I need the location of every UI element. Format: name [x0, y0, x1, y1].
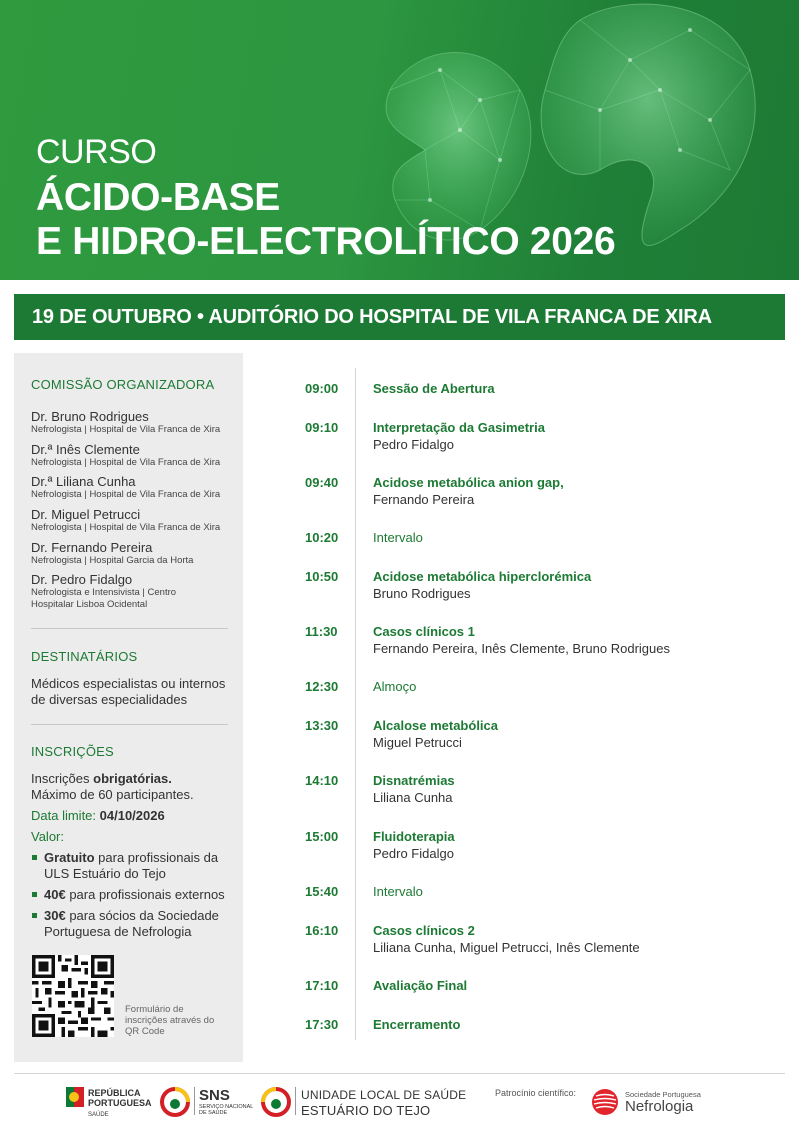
patrocinio-label: Patrocínio científico: [495, 1088, 577, 1098]
sidebar-panel [14, 353, 243, 1062]
slot-time: 09:10 [305, 420, 339, 435]
sns-sub: SERVIÇO NACIONAL DE SAÚDE [199, 1104, 254, 1116]
slot-time: 17:10 [305, 978, 339, 993]
slot-title: Acidose metabólica hiperclorémica [373, 569, 592, 584]
member-item: Dr. Miguel Petrucci Nefrologista | Hospital de Vila Franca de Xira [31, 507, 221, 533]
slot-speaker: Miguel Petrucci [373, 735, 462, 750]
slot-time: 16:10 [305, 923, 339, 938]
slot-speaker: Pedro Fidalgo [373, 437, 454, 452]
slot-time: 17:30 [305, 1017, 339, 1032]
republica-emblem-icon [64, 1085, 86, 1111]
footer-divider [14, 1073, 785, 1074]
slot-speaker: Pedro Fidalgo [373, 846, 454, 861]
uls-emblem-icon [261, 1087, 291, 1117]
uls-line1: UNIDADE LOCAL DE SAÚDE [301, 1088, 467, 1102]
republica-text: REPÚBLICA PORTUGUESA [88, 1088, 152, 1108]
slot-title: Disnatrémias [373, 773, 455, 788]
spn-line1: Sociedade Portuguesa [625, 1090, 701, 1099]
slot-time: 10:50 [305, 569, 339, 584]
slot-time: 14:10 [305, 773, 339, 788]
uls-line2: ESTUÁRIO DO TEJO [301, 1103, 431, 1118]
date-location-banner: 19 DE OUTUBRO • AUDITÓRIO DO HOSPITAL DE VILA FRANCA DE XIRA [14, 294, 785, 340]
inscricoes-title: INSCRIÇÕES [31, 744, 114, 759]
slot-title: Encerramento [373, 1017, 461, 1032]
spn-line2: Nefrologia [625, 1098, 694, 1115]
sns-emblem-icon [160, 1087, 190, 1117]
price-item: 40€ para profissionais externos [31, 887, 231, 903]
republica-sub: SAÚDE [88, 1112, 109, 1118]
member-item: Dr.ª Liliana Cunha Nefrologista | Hospital de Vila Franca de Xira [31, 474, 221, 500]
member-item: Dr.ª Inês Clemente Nefrologista | Hospital de Vila Franca de Xira [31, 442, 221, 468]
slot-speaker: Liliana Cunha, Miguel Petrucci, Inês Clemente [373, 940, 640, 955]
section-divider [31, 724, 228, 725]
slot-speaker: Fernando Pereira [373, 492, 475, 507]
slot-title: Alcalose metabólica [373, 718, 498, 733]
comissao-title: COMISSÃO ORGANIZADORA [31, 377, 215, 392]
slot-title: Fluidoterapia [373, 829, 455, 844]
valor-label: Valor: [31, 829, 64, 844]
member-item: Dr. Pedro Fidalgo Nefrologista e Intensivista | Centro Hospitalar Lisboa Ocidental [31, 572, 177, 610]
destinatarios-text: Médicos especialistas ou internos de diversas especialidades [31, 676, 226, 707]
slot-title: Intervalo [373, 884, 423, 899]
slot-speaker: Bruno Rodrigues [373, 586, 471, 601]
qr-caption: Formulário de inscrições através do QR Code [125, 1004, 215, 1037]
slot-time: 15:40 [305, 884, 339, 899]
member-item: Dr. Fernando Pereira Nefrologista | Hospital Garcia da Horta [31, 540, 194, 566]
slot-title: Acidose metabólica anion gap, [373, 475, 564, 490]
inscricoes-text: Inscrições obrigatórias. Máximo de 60 participantes. [31, 771, 194, 802]
sns-title: SNS [199, 1087, 230, 1104]
slot-time: 11:30 [305, 624, 338, 639]
course-kicker: CURSO [36, 133, 157, 171]
slot-time: 10:20 [305, 530, 339, 545]
slot-speaker: Fernando Pereira, Inês Clemente, Bruno Rodrigues [373, 641, 670, 656]
price-item: Gratuito para profissionais da ULS Estuário do Tejo [31, 850, 231, 882]
slot-title: Intervalo [373, 530, 423, 545]
slot-title: Casos clínicos 2 [373, 923, 475, 938]
course-title-line1: ÁCIDO-BASE [36, 176, 281, 219]
destinatarios-title: DESTINATÁRIOS [31, 649, 138, 664]
slot-time: 13:30 [305, 718, 339, 733]
price-list [31, 850, 231, 940]
qr-code-icon[interactable] [32, 955, 114, 1037]
hero-header [0, 0, 799, 280]
slot-speaker: Liliana Cunha [373, 790, 453, 805]
slot-title: Almoço [373, 679, 417, 694]
course-title-line2: E HIDRO-ELECTROLÍTICO 2026 [36, 220, 616, 263]
slot-time: 15:00 [305, 829, 339, 844]
slot-time: 09:40 [305, 475, 339, 490]
slot-time: 09:00 [305, 381, 339, 396]
slot-title: Interpretação da Gasimetria [373, 420, 545, 435]
comissao-list [31, 409, 231, 611]
member-item: Dr. Bruno Rodrigues Nefrologista | Hospital de Vila Franca de Xira [31, 409, 221, 435]
price-item: 30€ para sócios da Sociedade Portuguesa de Nefrologia [31, 908, 231, 940]
timeline-line [355, 368, 356, 1040]
deadline: Data limite: 04/10/2026 [31, 808, 165, 823]
spn-emblem-icon [590, 1087, 620, 1117]
slot-title: Casos clínicos 1 [373, 624, 475, 639]
slot-title: Avaliação Final [373, 978, 468, 993]
slot-time: 12:30 [305, 679, 339, 694]
slot-title: Sessão de Abertura [373, 381, 495, 396]
section-divider [31, 628, 228, 629]
